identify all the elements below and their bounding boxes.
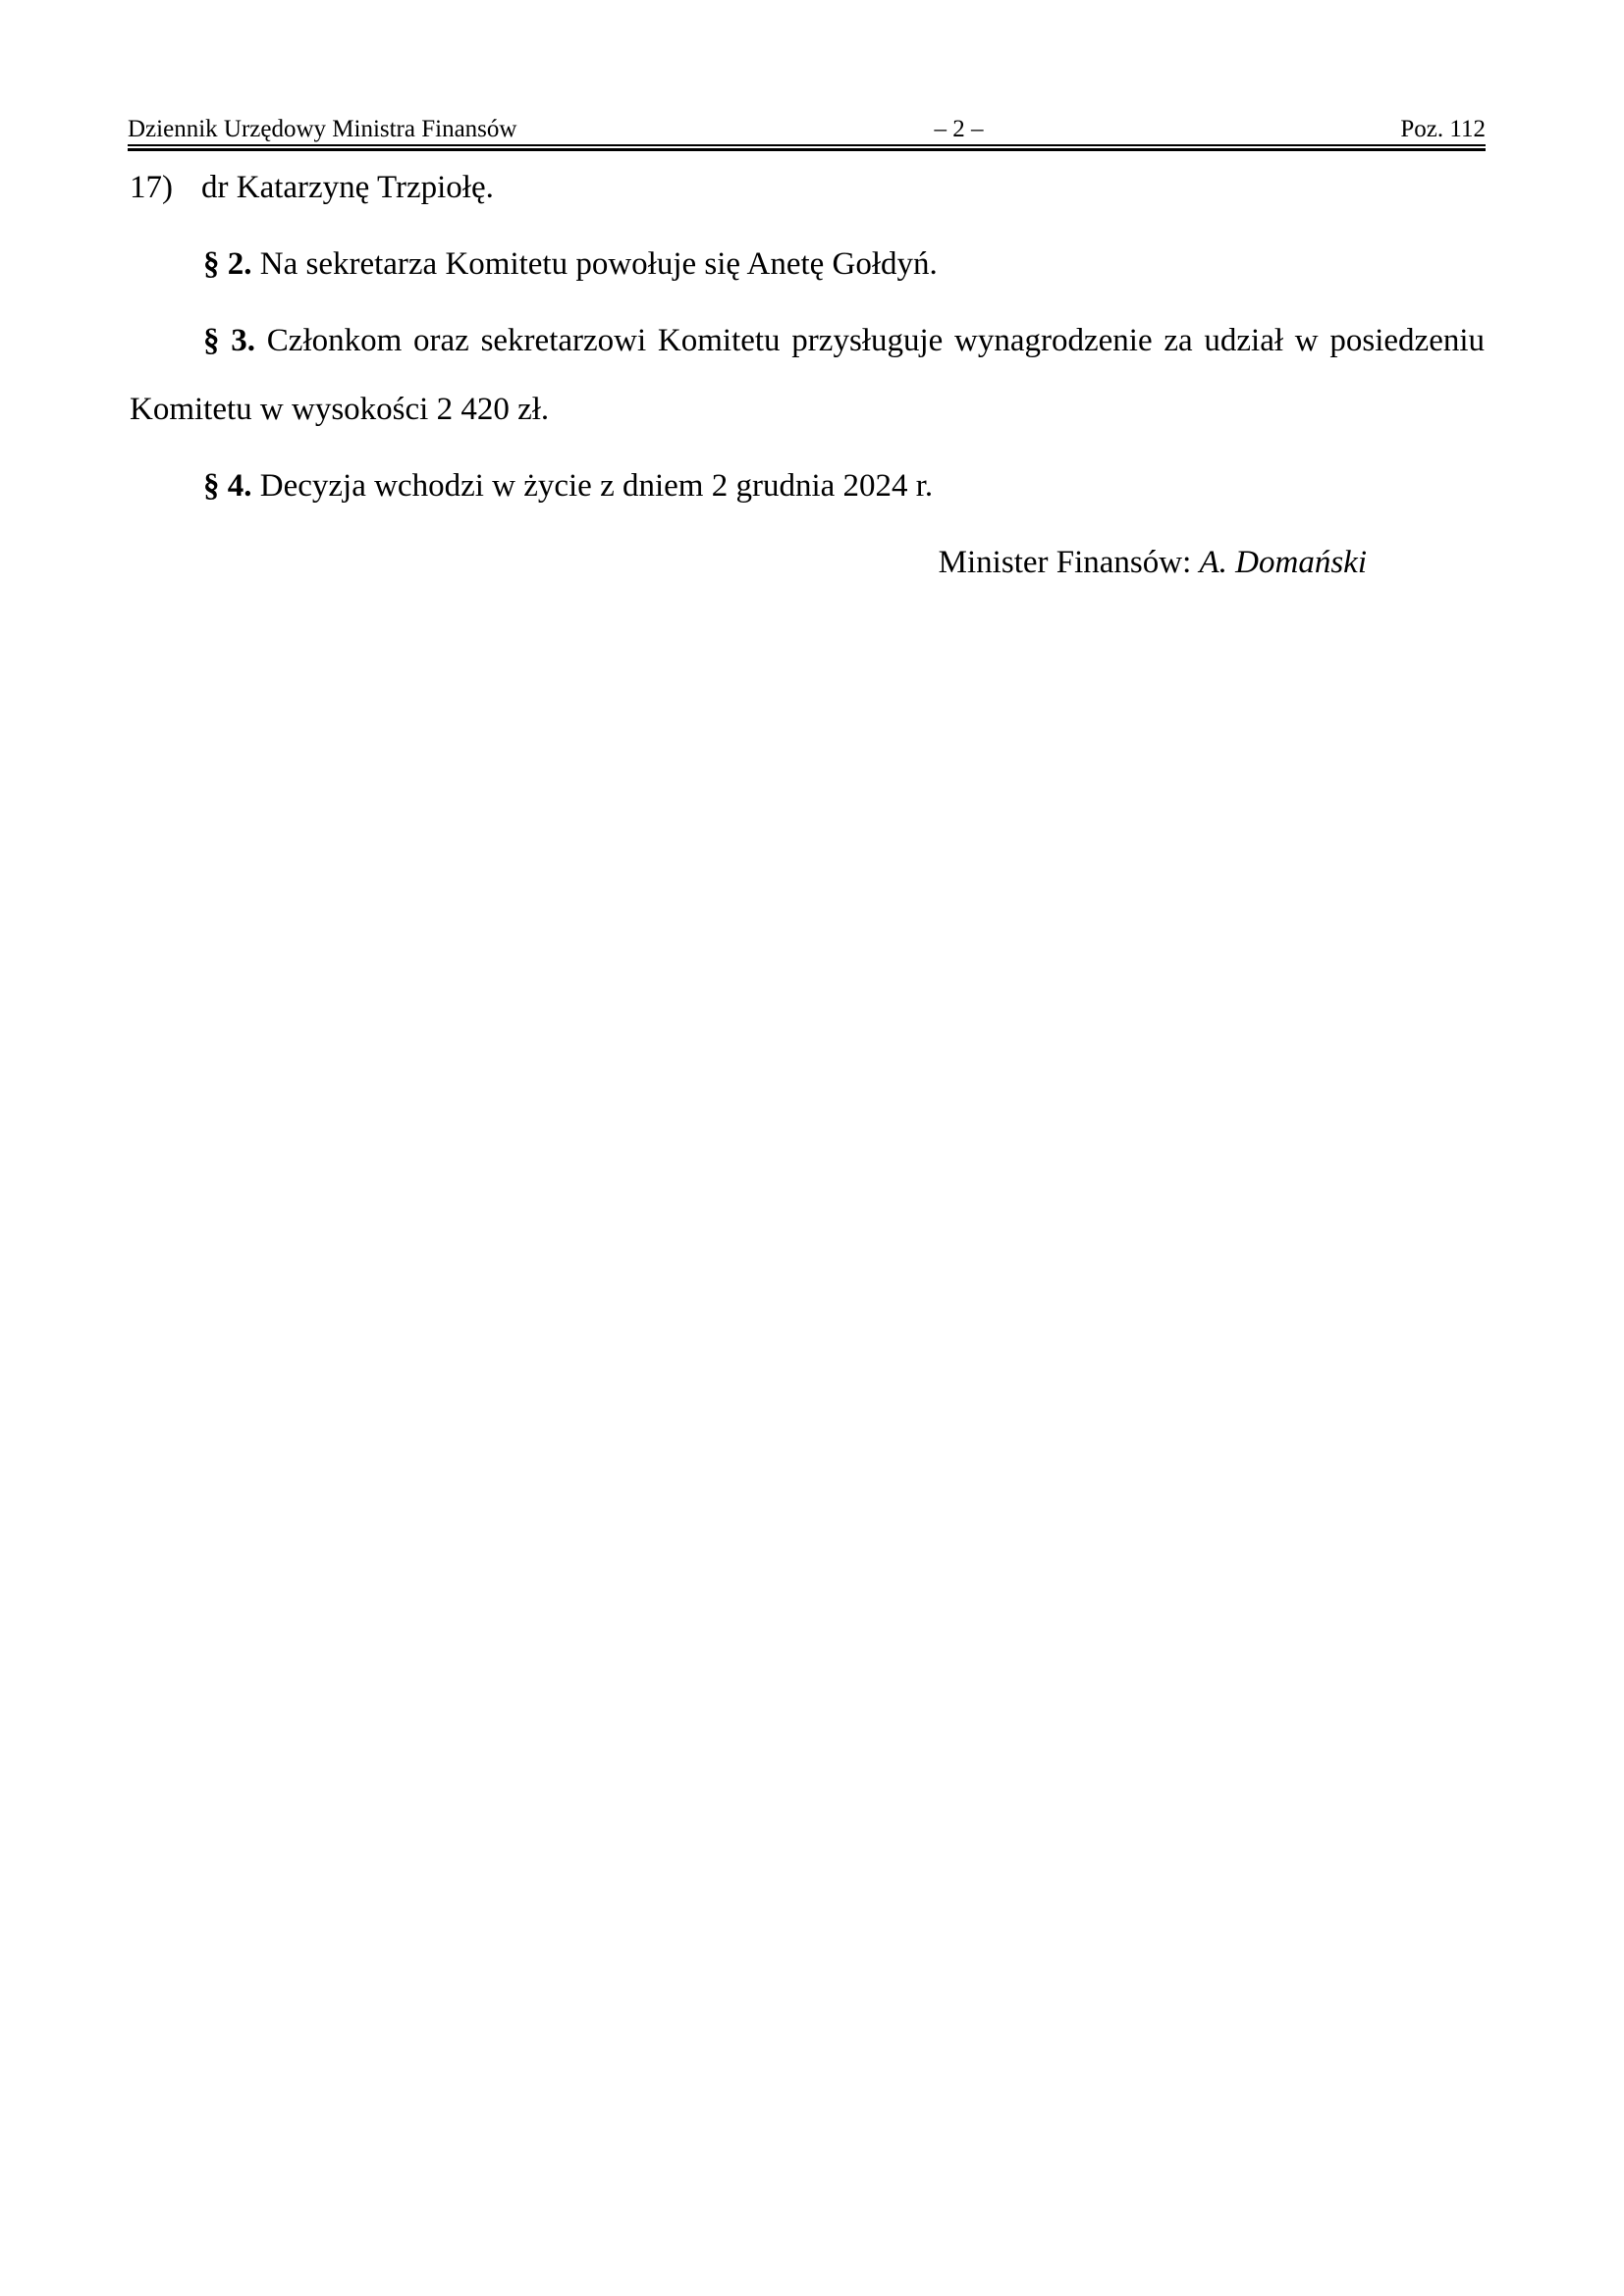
- paragraph-3-text: Członkom oraz sekretarzowi Komitetu przysługuje wynagrodzenie za udział w posiedzeniu Komitetu w wysokości 2 420 zł.: [130, 323, 1486, 427]
- document-body: [130, 153, 1485, 597]
- signature-name: A. Domański: [1199, 545, 1367, 580]
- header-rule: [128, 148, 1486, 151]
- paragraph-4: [130, 452, 1485, 520]
- list-item-text: dr Katarzynę Trzpiołę.: [201, 170, 494, 205]
- paragraph-2-text: Na sekretarza Komitetu powołuje się Anetę Gołdyń.: [259, 246, 938, 282]
- page-header-row: [128, 115, 1486, 146]
- header-journal-title: Dziennik Urzędowy Ministra Finansów: [128, 116, 517, 142]
- paragraph-4-label: § 4.: [203, 468, 252, 504]
- header-page-number: – 2 –: [934, 116, 984, 142]
- signature-line: [130, 528, 1485, 597]
- paragraph-4-text: Decyzja wchodzi w życie z dniem 2 grudnia 2024 r.: [259, 468, 934, 504]
- list-item-number: 17): [130, 170, 173, 205]
- list-item-17: [130, 153, 1485, 222]
- header-position-number: Poz. 112: [1400, 116, 1486, 142]
- paragraph-3-label: § 3.: [203, 323, 256, 358]
- paragraph-2-label: § 2.: [203, 246, 252, 282]
- paragraph-3: [130, 306, 1485, 444]
- signature-role: Minister Finansów:: [938, 545, 1192, 580]
- page-header: [128, 115, 1486, 151]
- paragraph-2: [130, 230, 1485, 298]
